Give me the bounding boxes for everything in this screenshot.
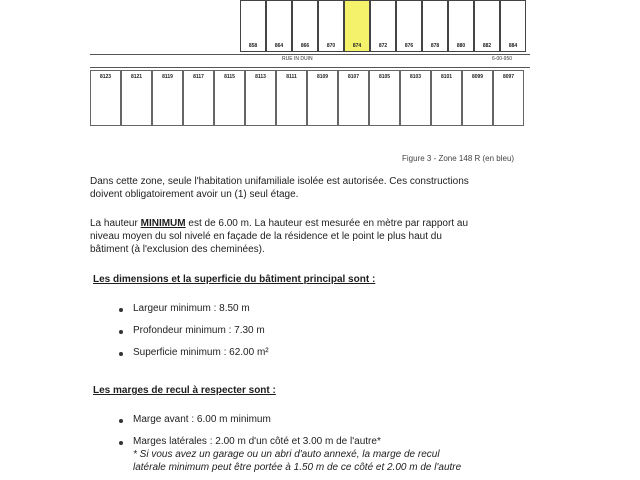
lot-top-880 bbox=[448, 0, 474, 52]
height-paragraph-line2: niveau moyen du sol nivelé en façade de la résidence et le point le plus haut du bbox=[90, 231, 442, 242]
road-code: 6-00-950 bbox=[492, 56, 513, 62]
lot-bottom-8103 bbox=[400, 70, 431, 126]
lot-number: 8123 bbox=[99, 74, 112, 80]
lot-bottom-8123 bbox=[90, 70, 121, 126]
lot-top-878 bbox=[422, 0, 448, 52]
paragraph-line: doivent obligatoirement avoir un (1) seul étage. bbox=[90, 189, 299, 200]
lot-top-870 bbox=[318, 0, 344, 52]
lot-top-884 bbox=[500, 0, 526, 52]
bullet bbox=[119, 352, 123, 356]
bullet bbox=[119, 441, 123, 445]
lot-number: 8117 bbox=[193, 74, 204, 80]
lot-number: 882 bbox=[482, 43, 492, 49]
lot-bottom-8111 bbox=[276, 70, 307, 126]
height-paragraph-line1 bbox=[90, 217, 468, 230]
dimension-item: Superficie minimum : 62.00 m² bbox=[133, 347, 269, 358]
lot-number: 878 bbox=[430, 43, 440, 49]
lot-bottom-8121 bbox=[121, 70, 152, 126]
lot-top-876 bbox=[396, 0, 422, 52]
zone-plan-map bbox=[0, 0, 640, 150]
lot-number: 8109 bbox=[316, 74, 329, 80]
setback-item: Marge avant : 6.00 m minimum bbox=[133, 414, 271, 425]
figure-caption: Figure 3 - Zone 148 R (en bleu) bbox=[402, 154, 515, 163]
note-line: latérale minimum peut être portée à 1.50 m de ce côté et 2.00 m de l'autre bbox=[133, 462, 462, 473]
lot-bottom-8109 bbox=[307, 70, 338, 126]
bullet bbox=[119, 308, 123, 312]
dimension-item: Profondeur minimum : 7.30 m bbox=[133, 325, 265, 336]
lot-bottom-8099 bbox=[462, 70, 493, 126]
lot-top-874 bbox=[344, 0, 370, 52]
lot-number: 8101 bbox=[440, 74, 453, 80]
lot-top-864 bbox=[266, 0, 292, 52]
lot-number: 8103 bbox=[409, 74, 422, 80]
lot-bottom-8117 bbox=[183, 70, 214, 126]
lot-top-882 bbox=[474, 0, 500, 52]
dimensions-heading: Les dimensions et la superficie du bâtiment principal sont : bbox=[93, 274, 376, 285]
height-paragraph-line3: bâtiment (à l'exclusion des cheminées). bbox=[90, 244, 265, 255]
lot-number: 884 bbox=[508, 43, 518, 49]
lot-top-866 bbox=[292, 0, 318, 52]
lot-top-872 bbox=[370, 0, 396, 52]
setbacks-heading: Les marges de recul à respecter sont : bbox=[93, 385, 276, 396]
road-label: RUE IN DUIN bbox=[282, 56, 313, 62]
lot-number: 8115 bbox=[224, 74, 235, 80]
bullet bbox=[119, 330, 123, 334]
lot-number: 8113 bbox=[255, 74, 266, 80]
lot-number: 858 bbox=[248, 43, 258, 49]
lot-bottom-8119 bbox=[152, 70, 183, 126]
lot-number: 872 bbox=[378, 43, 388, 49]
lot-bottom-8113 bbox=[245, 70, 276, 126]
paragraph-line: Dans cette zone, seule l'habitation unifamiliale isolée est autorisée. Ces constructions bbox=[90, 176, 469, 187]
lot-number: 8121 bbox=[130, 74, 143, 80]
height-prefix: La hauteur bbox=[90, 218, 141, 229]
bullet bbox=[119, 419, 123, 423]
lot-number: 866 bbox=[300, 43, 310, 49]
lot-bottom-8115 bbox=[214, 70, 245, 126]
lot-number: 8097 bbox=[502, 74, 515, 80]
note-line: * Si vous avez un garage ou un abri d'auto annexé, la marge de recul bbox=[133, 449, 440, 460]
height-keyword: MINIMUM bbox=[140, 218, 186, 229]
dimension-item: Largeur minimum : 8.50 m bbox=[133, 303, 250, 314]
lot-number: 8107 bbox=[347, 74, 360, 80]
height-value: est de 6.00 m. bbox=[185, 218, 252, 229]
lot-number: 864 bbox=[274, 43, 284, 49]
lot-number: 8111 bbox=[286, 74, 297, 80]
lot-number: 8099 bbox=[471, 74, 484, 80]
lot-number: 880 bbox=[456, 43, 466, 49]
lot-bottom-8097 bbox=[493, 70, 524, 126]
lot-number: 874 bbox=[352, 43, 362, 49]
setback-item: Marges latérales : 2.00 m d'un côté et 3.00 m de l'autre* bbox=[133, 436, 381, 447]
lot-number: 8119 bbox=[162, 74, 173, 80]
lot-bottom-8105 bbox=[369, 70, 400, 126]
height-rest: La hauteur est mesurée en mètre par rapport au bbox=[251, 218, 469, 229]
lot-bottom-8101 bbox=[431, 70, 462, 126]
lot-bottom-8107 bbox=[338, 70, 369, 126]
lot-number: 876 bbox=[404, 43, 414, 49]
lot-number: 8105 bbox=[378, 74, 391, 80]
lot-number: 870 bbox=[326, 43, 336, 49]
lot-top-858 bbox=[240, 0, 266, 52]
